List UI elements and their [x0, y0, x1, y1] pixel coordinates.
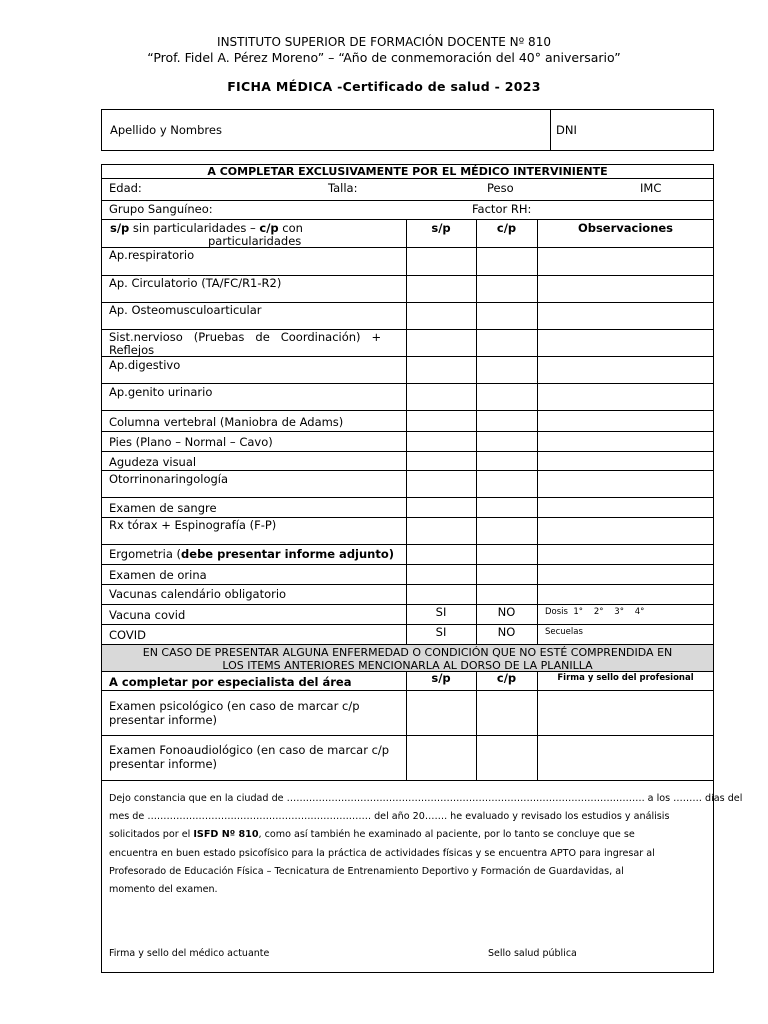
dosis-label[interactable]: Dosis 1° 2° 3° 4° [545, 607, 645, 617]
certificate-line-2: mes de ……………………………………………………………. del año 20……. he evaluado y revisado los estudios y análisis [109, 811, 670, 822]
row-line [101, 497, 714, 498]
legend-sp-text: sin particularidades – [129, 221, 260, 235]
notice-line-1: EN CASO DE PRESENTAR ALGUNA ENFERMEDAD O CONDICIÓN QUE NO ESTÉ COMPRENDIDA EN [142, 646, 673, 659]
institution-name: INSTITUTO SUPERIOR DE FORMACIÓN DOCENTE Nº 810 [217, 35, 551, 49]
document-title: FICHA MÉDICA -Certificado de salud - 2023 [227, 79, 541, 94]
covid-si[interactable]: SI [435, 625, 447, 639]
row-line [101, 383, 714, 384]
row-ap-respiratorio: Ap.respiratorio [109, 248, 195, 262]
col-line [476, 219, 477, 645]
specialist-col-firma: Firma y sello del profesional [557, 673, 694, 683]
row-examen-sangre: Examen de sangre [109, 501, 217, 515]
grupo-sanguineo-label[interactable]: Grupo Sanguíneo: [109, 202, 213, 216]
secuelas-label[interactable]: Secuelas [545, 627, 583, 637]
col-line [406, 219, 407, 645]
row-sist-nervioso-line2: Reflejos [109, 343, 155, 357]
col-line [406, 671, 407, 780]
medical-section-heading: A COMPLETAR EXCLUSIVAMENTE POR EL MÉDICO INTERVINIENTE [207, 165, 608, 178]
examen-fonoaudiologico-label-2: presentar informe) [109, 757, 218, 771]
row-examen-orina: Examen de orina [109, 568, 207, 582]
row-ap-circulatorio: Ap. Circulatorio (TA/FC/R1-R2) [109, 276, 282, 290]
certificate-line-6: momento del examen. [109, 884, 218, 895]
examen-psicologico-label-2: presentar informe) [109, 713, 218, 727]
institution-subtitle: “Prof. Fidel A. Pérez Moreno” – “Año de conmemoración del 40° aniversario” [147, 50, 621, 65]
row-pies: Pies (Plano – Normal – Cavo) [109, 435, 273, 449]
ergometria-note: debe presentar informe adjunto) [181, 547, 395, 561]
row-line [101, 219, 714, 220]
legend-cp-text: con [278, 221, 303, 235]
row-sist-nervioso: Sist.nervioso (Pruebas de Coordinación) + [109, 330, 382, 344]
row-line [101, 735, 714, 736]
row-line [101, 604, 714, 605]
row-ergometria [109, 548, 394, 561]
row-covid: COVID [109, 628, 146, 642]
col-observaciones-header: Observaciones [577, 221, 674, 235]
certificate-line-3c: , como así también he examinado al paciente, por lo tanto se concluye que se [258, 829, 635, 840]
row-line [101, 584, 714, 585]
name-label[interactable]: Apellido y Nombres [110, 123, 222, 137]
legend-cp: c/p [259, 221, 279, 235]
row-line [101, 780, 714, 781]
talla-label[interactable]: Talla: [328, 181, 358, 195]
examen-fonoaudiologico-label: Examen Fonoaudiológico (en caso de marcar c/p [109, 743, 390, 757]
peso-label[interactable]: Peso [487, 181, 514, 195]
col-line [537, 671, 538, 780]
row-line [101, 178, 714, 179]
row-ap-osteomusculoarticular: Ap. Osteomusculoarticular [109, 303, 262, 317]
vacuna-covid-si[interactable]: SI [435, 605, 447, 619]
col-cp-header: c/p [496, 221, 517, 235]
notice-line-2: LOS ITEMS ANTERIORES MENCIONARLA AL DORSO DE LA PLANILLA [222, 659, 593, 672]
factor-rh-label[interactable]: Factor RH: [472, 202, 532, 216]
certificate-line-1: Dejo constancia que en la ciudad de …………………………………………………………………………………………………. a los ……… días del [109, 793, 743, 804]
col-line [537, 219, 538, 645]
imc-label[interactable]: IMC [640, 181, 662, 195]
row-agudeza-visual: Agudeza visual [109, 455, 197, 469]
edad-label[interactable]: Edad: [109, 181, 142, 195]
col-sp-header: s/p [431, 221, 451, 235]
certificate-line-5: Profesorado de Educación Física – Tecnicatura de Entrenamiento Deportivo y Formación de Guardavidas, al [109, 866, 624, 877]
row-line [101, 356, 714, 357]
vacuna-covid-no[interactable]: NO [497, 605, 516, 619]
col-line [476, 671, 477, 780]
row-ap-digestivo: Ap.digestivo [109, 358, 181, 372]
row-line [101, 470, 714, 471]
row-line [101, 544, 714, 545]
certificate-line-4: encuentra en buen estado psicofísico para la práctica de actividades físicas y se encuentra APTO para ingresar al [109, 848, 655, 859]
row-line [101, 690, 714, 691]
row-vacunas-calendario: Vacunas calendário obligatorio [109, 587, 287, 601]
id-box-divider [550, 109, 551, 151]
row-line [101, 624, 714, 625]
examen-psicologico-label: Examen psicológico (en caso de marcar c/p [109, 699, 360, 713]
row-rx-torax: Rx tórax + Espinografía (F-P) [109, 518, 277, 532]
row-otorrinonaringologia: Otorrinonaringología [109, 472, 229, 486]
sello-salud-publica-label: Sello salud pública [488, 948, 577, 959]
row-columna-vertebral: Columna vertebral (Maniobra de Adams) [109, 415, 344, 429]
row-line [101, 200, 714, 201]
row-ap-genito-urinario: Ap.genito urinario [109, 385, 213, 399]
row-line [101, 410, 714, 411]
row-vacuna-covid: Vacuna covid [109, 608, 186, 622]
row-line [101, 431, 714, 432]
row-line [101, 451, 714, 452]
specialist-heading: A completar por especialista del área [109, 675, 352, 689]
row-line [101, 564, 714, 565]
certificate-line-3a: solicitados por el [109, 829, 194, 840]
specialist-col-sp: s/p [431, 671, 451, 685]
ergometria-label: Ergometria ( [109, 547, 182, 561]
certificate-institution-code: ISFD Nº 810 [193, 829, 259, 840]
firma-medico-label: Firma y sello del médico actuante [109, 948, 270, 959]
certificate-line-3 [109, 826, 709, 845]
legend-header-line2: particularidades [208, 234, 302, 248]
covid-no[interactable]: NO [497, 625, 516, 639]
legend-sp: s/p [110, 221, 130, 235]
specialist-col-cp: c/p [496, 671, 517, 685]
dni-label[interactable]: DNI [556, 123, 577, 137]
